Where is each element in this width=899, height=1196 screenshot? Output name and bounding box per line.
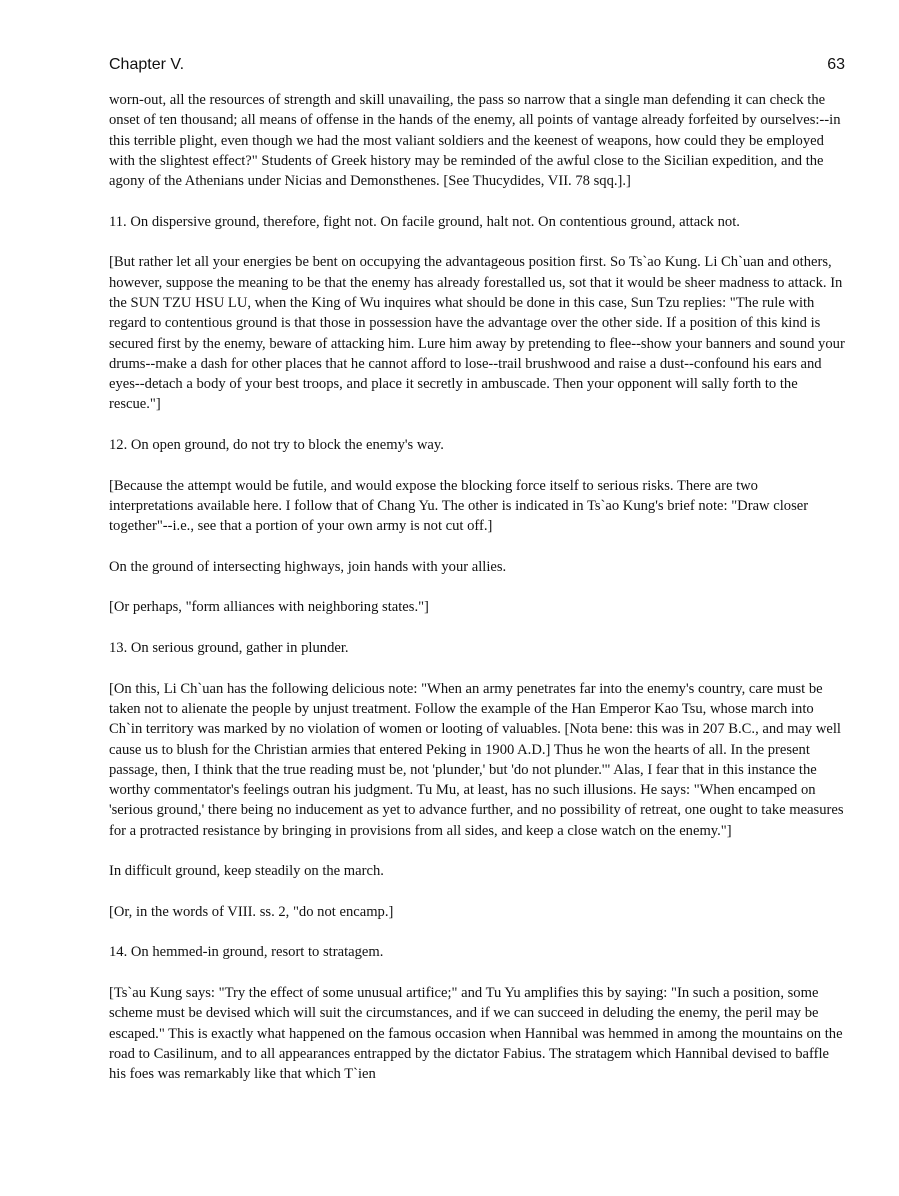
paragraph-intersecting-highways: On the ground of intersecting highways, join hands with your allies.: [109, 558, 507, 575]
paragraph-continuation: worn-out, all the resources of strength and skill unavailing, the pass so narrow that a single man defending it can check the onset of ten thousand; all means of offense in the hands of the enemy, all points of vantage already forfeited by ourselves:--in this terrible plight, even though we had the most valiant soldiers and the keenest of weapons, how could they be employed with the slightest effect?" Students of Greek history may be reminded of the awful close to the Sicilian expedition, and the agony of the Athenians under Nicias and Demonsthenes. [See Thucydides, VII. 78 sqq.].]: [109, 92, 841, 190]
paragraph-rule-11: 11. On dispersive ground, therefore, fight not. On facile ground, halt not. On contentious ground, attack not.: [109, 213, 740, 230]
page-header: [109, 56, 845, 80]
paragraph-rule-12: 12. On open ground, do not try to block the enemy's way.: [109, 437, 444, 454]
paragraph-rule-14: 14. On hemmed-in ground, resort to stratagem.: [109, 944, 384, 961]
paragraph-commentary-11: [But rather let all your energies be bent on occupying the advantageous position first. So Ts`ao Kung. Li Ch`uan and others, however, suppose the meaning to be that the enemy has already forestalled us, sot that it would be sheer madness to attack. In the SUN TZU HSU LU, when the King of Wu inquires what should be done in this case, Sun Tzu replies: "The rule with regard to contentious ground is that those in possession have the advantage over the other side. If a position of this kind is secured first by the enemy, beware of attacking him. Lure him away by pretending to flee--show your banners and sound your drums--make a dash for other places that he cannot afford to lose--trail brushwood and raise a dust--confound his ears and eyes--detach a body of your best troops, and place it secretly in ambuscade. Then your opponent will sally forth to the rescue."]: [109, 254, 845, 413]
paragraph-commentary-12: [Because the attempt would be futile, and would expose the blocking force itself to serious risks. There are two interpretations available here. I follow that of Chang Yu. The other is indicated in Ts`ao Kung's brief note: "Draw closer together"--i.e., see that a portion of your own army is not cut off.]: [109, 477, 809, 535]
paragraph-difficult-ground: In difficult ground, keep steadily on the march.: [109, 863, 384, 880]
paragraph-commentary-alliances: [Or perhaps, "form alliances with neighboring states."]: [109, 599, 429, 616]
page-body: [109, 90, 845, 1105]
paragraph-commentary-13: [On this, Li Ch`uan has the following delicious note: "When an army penetrates far into the enemy's country, care must be taken not to alienate the people by unjust treatment. Follow the example of the Han Emperor Kao Tsu, whose march into Ch`in territory was marked by no violation of women or looting of valuables. [Nota bene: this was in 207 B.C., and may well cause us to blush for the Christian armies that entered Peking in 1900 A.D.] Thus he won the hearts of all. In the present passage, then, I think that the true reading must be, not 'plunder,' but 'do not plunder.'" Alas, I fear that in this instance the worthy commentator's feelings outran his judgment. Tu Mu, at least, has no such illusions. He says: "When encamped on 'serious ground,' there being no inducement as yet to advance further, and no possibility of retreat, one ought to take measures for a protracted resistance by bringing in provisions from all sides, and keep a close watch on the enemy."]: [109, 680, 844, 839]
page-number: 63: [827, 56, 845, 73]
paragraph-rule-13: 13. On serious ground, gather in plunder.: [109, 640, 349, 657]
paragraph-commentary-encamp: [Or, in the words of VIII. ss. 2, "do not encamp.]: [109, 903, 394, 920]
paragraph-commentary-14: [Ts`au Kung says: "Try the effect of some unusual artifice;" and Tu Yu amplifies this by saying: "In such a position, some scheme must be devised which will suit the circumstances, and if we can succeed in deluding the enemy, the peril may be escaped." This is exactly what happened on the famous occasion when Hannibal was hemmed in among the mountains on the road to Casilinum, and to all appearances entrapped by the dictator Fabius. The stratagem which Hannibal devised to baffle his foes was remarkably like that which T`ien: [109, 985, 843, 1083]
chapter-title: Chapter V.: [109, 56, 185, 73]
